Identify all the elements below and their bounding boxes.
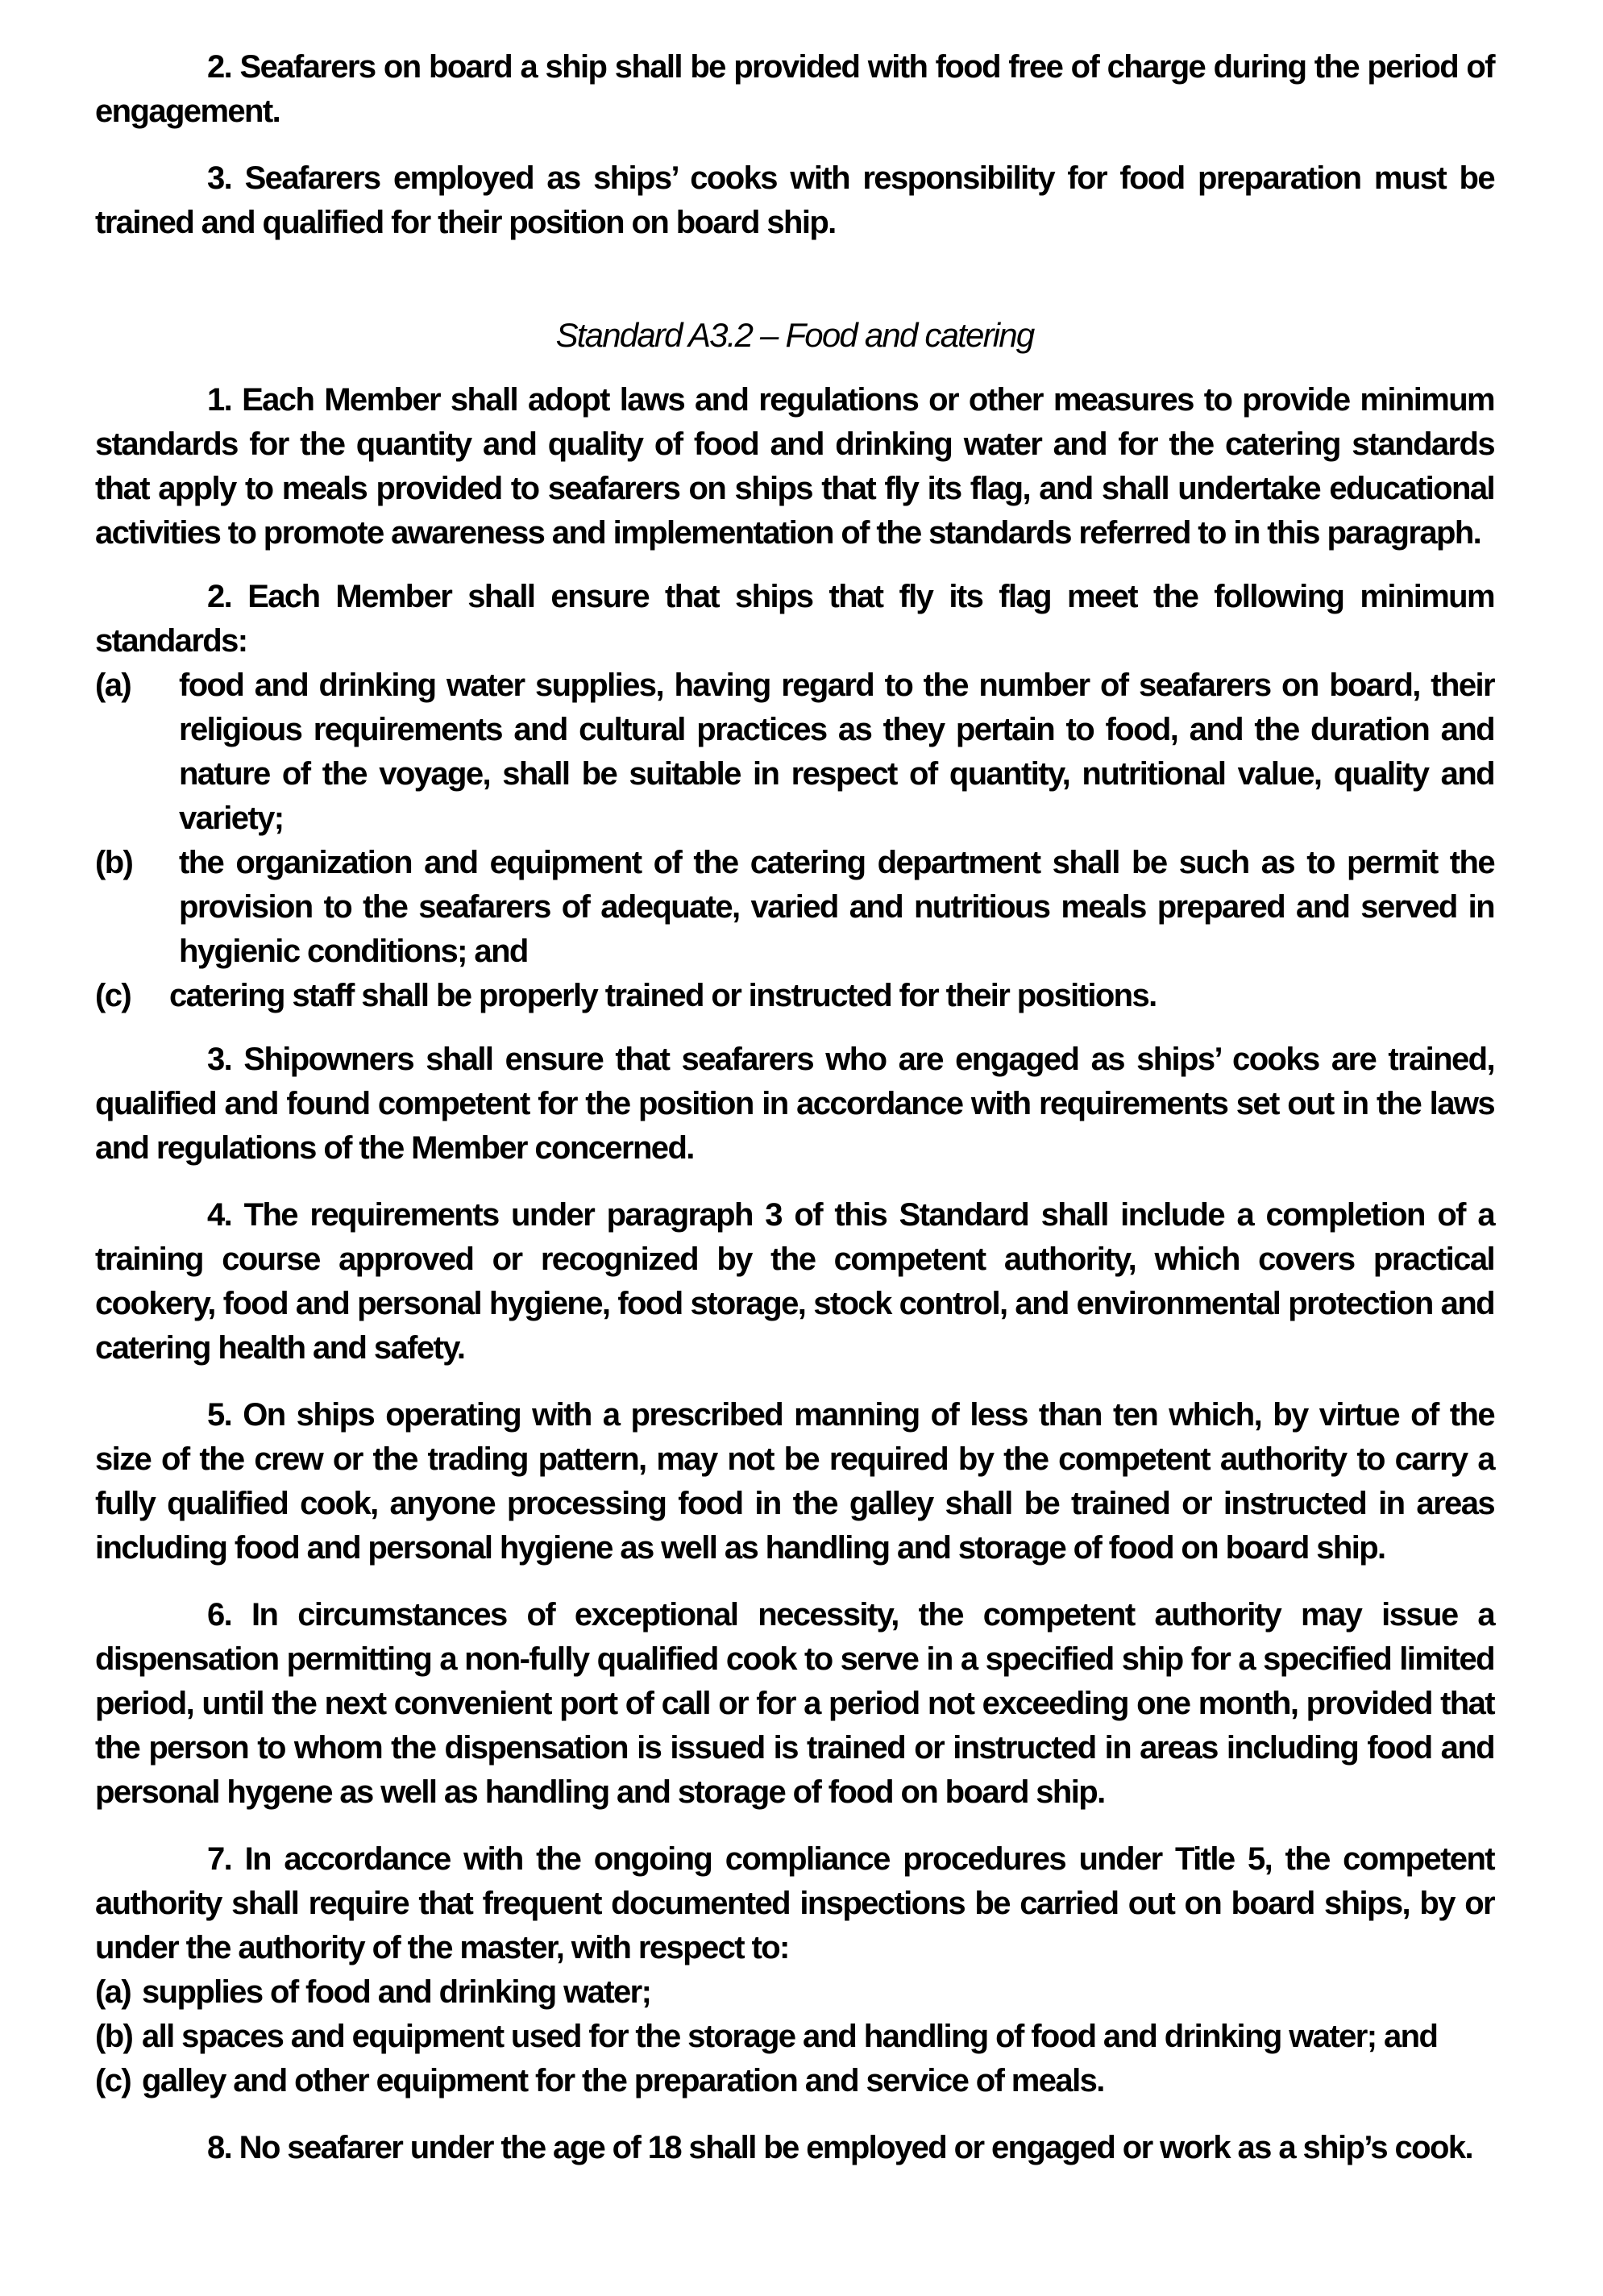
standard-paragraph-3: 3. Shipowners shall ensure that seafarers who are engaged as ships’ cooks are trained, qualified and found competent for the position in accordance with requirements set out in the laws and regulations of the Member concerned.: [95, 1042, 1494, 1166]
list-item-text: supplies of food and drinking water;: [142, 1974, 651, 2010]
list-item: [95, 974, 1494, 1018]
paragraph-7-lead: 7. In accordance with the ongoing compliance procedures under Title 5, the competent authority shall require that frequent documented inspections be carried out on board ships, by or under the authority of the master, with respect to:: [95, 1841, 1494, 1965]
list-item-text: food and drinking water supplies, having regard to the number of seafarers on board, their religious requirements and cultural practices as they pertain to food, and the duration and nature of the voyage, shall be suitable in respect of quantity, nutritional value, quality and variety;: [179, 668, 1494, 836]
document-page: [95, 45, 1494, 2170]
standard-paragraph-6: 6. In circumstances of exceptional necessity, the competent authority may issue a dispensation permitting a non-fully qualified cook to serve in a specified ship for a specified limited period, until the next convenient port of call or for a period not exceeding one month, provided that the person to whom the dispensation is issued is trained or instructed in areas including food and personal hygene as well as handling and storage of food on board ship.: [95, 1597, 1494, 1810]
list-item-label: (b): [95, 2019, 133, 2054]
standard-paragraph-4: 4. The requirements under paragraph 3 of this Standard shall include a completion of a training course approved or recognized by the competent authority, which covers practical cookery, food and personal hygiene, food storage, stock control, and environmental protection and catering health and safety.: [95, 1197, 1494, 1366]
list-item-label: (c): [95, 2063, 131, 2098]
list-item-text: catering staff shall be properly trained or instructed for their positions.: [169, 978, 1157, 1013]
standard-paragraph-8: 8. No seafarer under the age of 18 shall be employed or engaged or work as a ship’s cook.: [207, 2130, 1472, 2165]
list-item: [95, 663, 1494, 841]
list-item-label: (a): [95, 668, 131, 703]
paragraph-2-lead: 2. Each Member shall ensure that ships that fly its flag meet the following minimum standards:: [95, 579, 1494, 659]
list-item: [95, 841, 1494, 974]
list-item-label: (a): [95, 1974, 131, 2010]
list-item: [95, 1970, 1494, 2015]
standard-paragraph-1: 1. Each Member shall adopt laws and regulations or other measures to provide minimum standards for the quantity and quality of food and drinking water and for the catering standards that apply to meals provided to seafarers on ships that fly its flag, and shall undertake educational activities to promote awareness and implementation of the standards referred to in this paragraph.: [95, 382, 1494, 551]
list-item: [95, 2015, 1494, 2059]
list-item-text: all spaces and equipment used for the storage and handling of food and drinking water; and: [142, 2019, 1438, 2054]
list-item-text: the organization and equipment of the catering department shall be such as to permit the provision to the seafarers of adequate, varied and nutritious meals prepared and served in hygienic conditions; and: [179, 845, 1494, 969]
list-item-label: (b): [95, 845, 133, 880]
intro-paragraph-2: 2. Seafarers on board a ship shall be provided with food free of charge during the period of engagement.: [95, 49, 1494, 129]
section-heading: Standard A3.2 – Food and catering: [555, 316, 1034, 354]
standard-paragraph-2: [95, 575, 1494, 1018]
list-item-label: (c): [95, 978, 131, 1013]
list-item-text: galley and other equipment for the preparation and service of meals.: [142, 2063, 1104, 2098]
list-item: [95, 2059, 1494, 2103]
standard-paragraph-5: 5. On ships operating with a prescribed manning of less than ten which, by virtue of the size of the crew or the trading pattern, may not be required by the competent authority to carry a fully qualified cook, anyone processing food in the galley shall be trained or instructed in areas including food and personal hygiene as well as handling and storage of food on board ship.: [95, 1397, 1494, 1566]
intro-paragraph-3: 3. Seafarers employed as ships’ cooks with responsibility for food preparation must be trained and qualified for their position on board ship.: [95, 160, 1494, 240]
standard-paragraph-7: [95, 1837, 1494, 2103]
